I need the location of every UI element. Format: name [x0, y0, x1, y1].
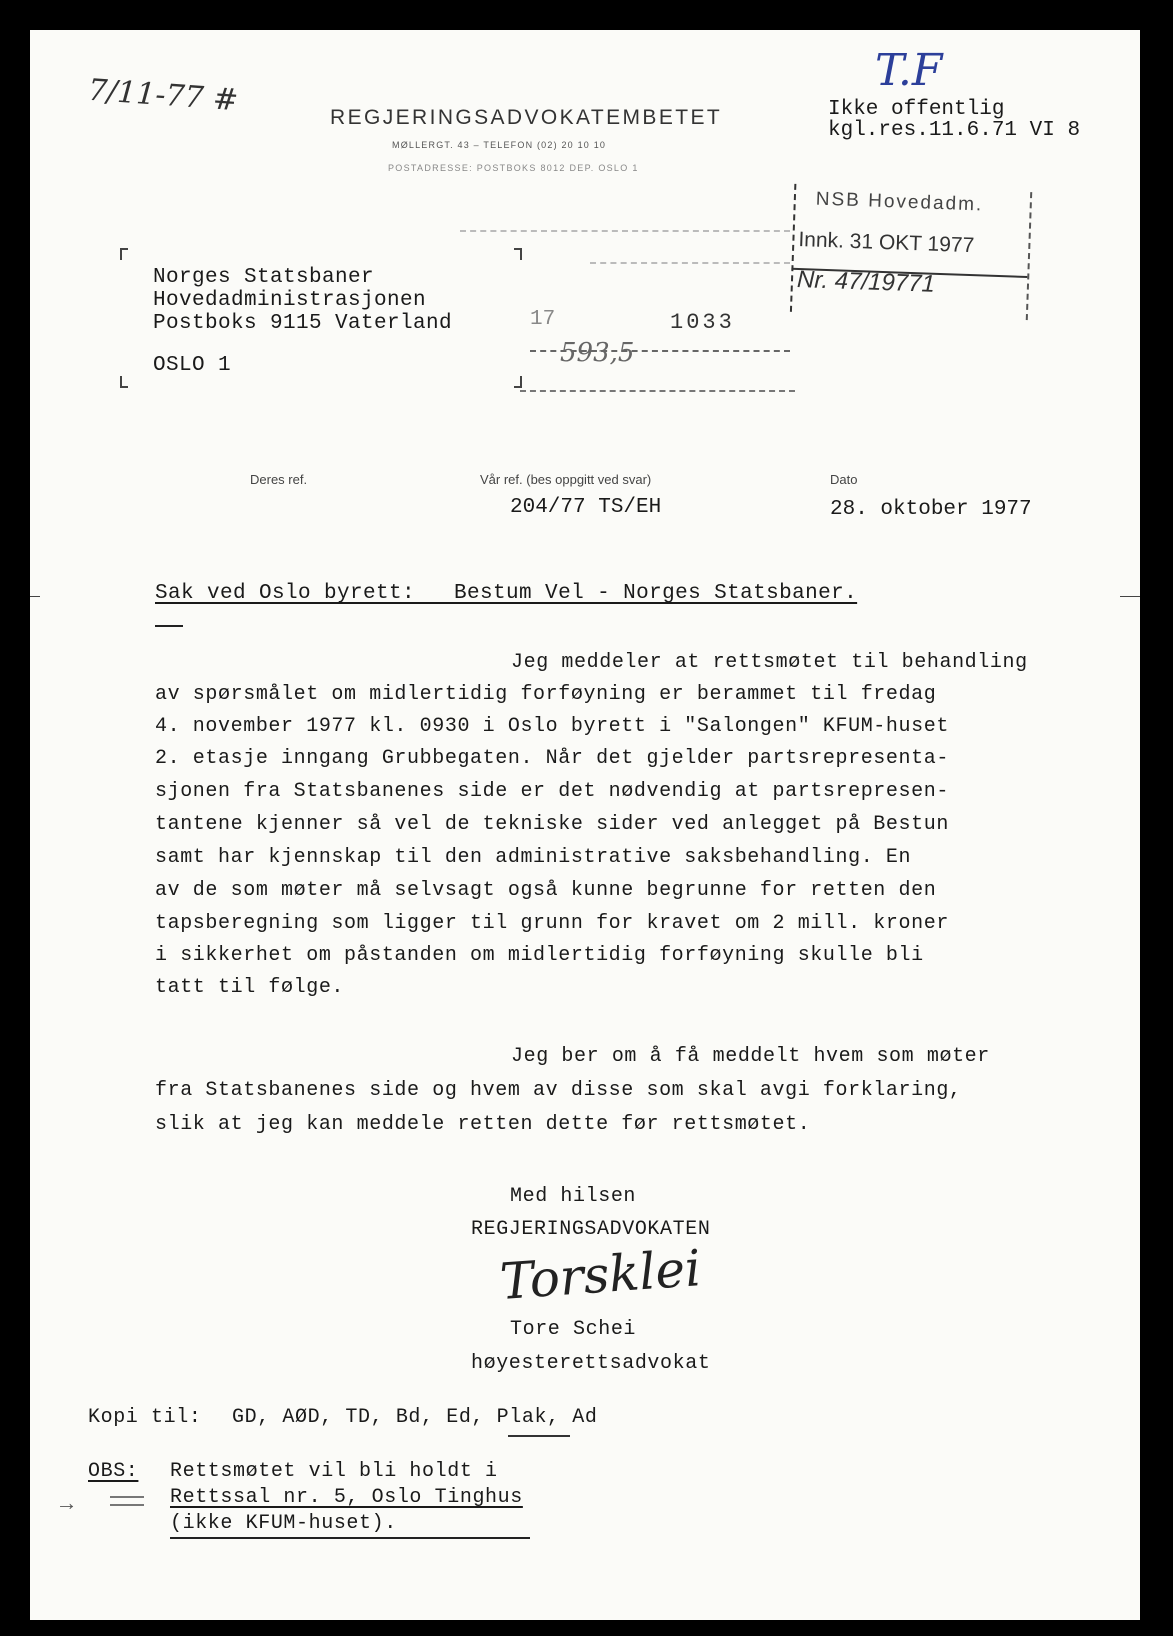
- obs-line3-underline: [170, 1537, 530, 1539]
- recipient-line3: Postboks 9115 Vaterland: [153, 312, 453, 335]
- agency-address: MØLLERGT. 43 – TELEFON (02) 20 10 10: [392, 140, 607, 150]
- stamp-line2: Innk. 31 OKT 1977: [798, 228, 975, 258]
- paragraph1-line: 4. november 1977 kl. 0930 i Oslo byrett i "Salongen" KFUM-huset: [155, 715, 949, 738]
- deres-ref-label: Deres ref.: [250, 472, 308, 487]
- paragraph1-line: 2. etasje inngang Grubbegaten. Når det gjelder partsrepresenta-: [155, 747, 949, 770]
- obs-line1: Rettsmøtet vil bli holdt i: [170, 1460, 498, 1483]
- dato-value: 28. oktober 1977: [830, 498, 1032, 521]
- subject-short-rule: [155, 625, 183, 627]
- window-corner-top-right: [514, 248, 522, 260]
- kopi-handwritten-underline: [508, 1435, 570, 1437]
- handwritten-date-note: 7/11-77 #: [86, 72, 240, 119]
- var-ref-value: 204/77 TS/EH: [510, 496, 662, 519]
- var-ref-label: Vår ref. (bes oppgitt ved svar): [480, 472, 652, 487]
- closing-office: REGJERINGSADVOKATEN: [471, 1218, 711, 1241]
- paragraph1-line: Jeg meddeler at rettsmøtet til behandling: [511, 651, 1028, 674]
- kopi-label: Kopi til:: [88, 1406, 202, 1429]
- signer-name: Tore Schei: [510, 1318, 637, 1341]
- letter-page: [30, 30, 1140, 1620]
- faint-dash-line-1: [460, 230, 790, 232]
- paragraph2-line: fra Statsbanenes side og hvem av disse som skal avgi forklaring,: [155, 1079, 962, 1102]
- stamp-line3: Nr. 47/19771: [796, 266, 936, 298]
- obs-handwritten-marks: [110, 1496, 144, 1506]
- handwritten-initials: T.F: [875, 45, 943, 96]
- subject-line: Sak ved Oslo byrett: Bestum Vel - Norges Statsbaner.: [155, 582, 858, 605]
- stamp-line1: NSB Hovedadm.: [815, 188, 984, 216]
- received-number: 1033: [670, 310, 735, 335]
- stamp-dash-line-1: [530, 350, 790, 352]
- paragraph1-line: sjonen fra Statsbanenes side er det nødvendig at partsrepresen-: [155, 780, 949, 803]
- window-corner-bottom-left: [120, 376, 128, 388]
- obs-label: OBS:: [88, 1460, 139, 1483]
- obs-line3: (ikke KFUM-huset).: [170, 1512, 397, 1535]
- window-corner-bottom-right: [514, 376, 522, 388]
- dato-label: Dato: [830, 472, 858, 487]
- agency-postal-address: POSTADRESSE: POSTBOKS 8012 DEP. OSLO 1: [388, 163, 639, 173]
- stamp-left-border: [790, 184, 796, 312]
- closing-greeting: Med hilsen: [510, 1185, 637, 1208]
- paragraph1-line: tapsberegning som ligger til grunn for kravet om 2 mill. kroner: [155, 912, 949, 935]
- paragraph2-line: Jeg ber om å få meddelt hvem som møter: [511, 1045, 990, 1068]
- paragraph1-line: av de som møter må selvsagt også kunne begrunne for retten den: [155, 879, 937, 902]
- recipient-line4: OSLO 1: [153, 354, 232, 377]
- stamp-dash-line-2: [520, 390, 795, 392]
- obs-line2: Rettssal nr. 5, Oslo Tinghus: [170, 1486, 523, 1509]
- kopi-recipients: GD, AØD, TD, Bd, Ed, Plak, Ad: [232, 1406, 598, 1429]
- fold-mark-right: [1120, 596, 1140, 597]
- recipient-line1: Norges Statsbaner: [153, 266, 375, 289]
- stamp-right-border: [1026, 192, 1032, 320]
- paragraph1-line: tatt til følge.: [155, 976, 345, 999]
- received-stamp: [790, 184, 1034, 324]
- recipient-line2: Hovedadministrasjonen: [153, 289, 427, 312]
- handwritten-number: 593,5: [560, 338, 635, 368]
- fold-mark-left: [30, 596, 40, 597]
- paragraph1-line: tantene kjenner så vel de tekniske sider ved anlegget på Bestun: [155, 813, 949, 836]
- signature: Torsklei: [498, 1239, 703, 1311]
- obs-arrow-icon: →: [60, 1492, 74, 1517]
- window-corner-top-left: [120, 248, 128, 260]
- paragraph1-line: i sikkerhet om påstanden om midlertidig forføyning skulle bli: [155, 944, 924, 967]
- agency-name: REGJERINGSADVOKATEMBETET: [330, 106, 723, 129]
- paragraph1-line: samt har kjennskap til den administrative saksbehandling. En: [155, 846, 912, 869]
- classification-line1: Ikke offentlig: [828, 98, 1005, 121]
- signer-title: høyesterettsadvokat: [471, 1352, 711, 1375]
- classification-line2: kgl.res.11.6.71 VI 8: [828, 119, 1081, 142]
- paragraph2-line: slik at jeg kan meddele retten dette før rettsmøtet.: [155, 1113, 811, 1136]
- faint-dash-line-2: [590, 262, 790, 264]
- stamp-date-fragment: 17: [530, 308, 556, 331]
- paragraph1-line: av spørsmålet om midlertidig forføyning er berammet til fredag: [155, 683, 937, 706]
